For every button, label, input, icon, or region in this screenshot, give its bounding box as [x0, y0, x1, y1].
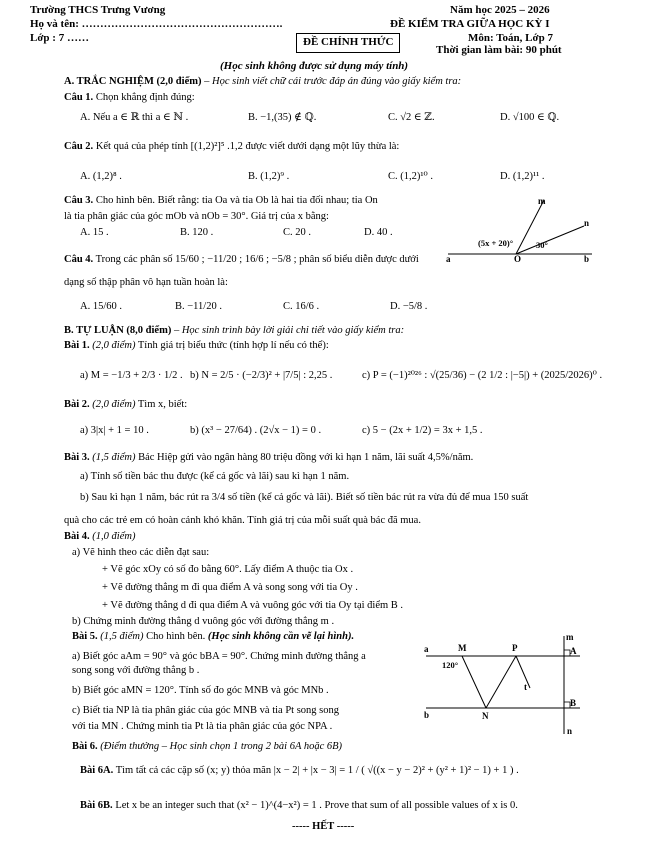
b5-part-b: b) Biết góc aMN = 120°. Tính số đo góc MNB và góc MNb . [72, 685, 329, 696]
b4-part-a: a) Vẽ hình theo các diễn đạt sau: [72, 547, 210, 558]
q4-line2: dạng số thập phân vô hạn tuần hoàn là: [64, 277, 228, 288]
b4-step2: + Vẽ đường thẳng m đi qua điểm A và song song với tia Oy . [102, 582, 358, 593]
b3-part-b-line2: quà cho các trẻ em có hoàn cảnh khó khăn. Tính giá trị của mỗi suất quà bác đã mua. [64, 515, 421, 526]
b2-part-b: b) (x³ − 27/64) . (2√x − 1) = 0 . [190, 425, 322, 436]
label-angle-30: 30° [536, 240, 548, 250]
b1-part-c: c) P = (−1)²⁰²⁶ : √(25/36) − (2 1/2 : |−5|) + (2025/2026)⁰ . [362, 370, 603, 381]
q2-option-d: D. (1,2)¹¹ . [500, 171, 545, 182]
label-n: n [584, 218, 590, 228]
q3-option-b: B. 120 . [180, 227, 214, 238]
q3-line1: Câu 3. Cho hình bên. Biết rằng: tia Oa và tia Ob là hai tia đối nhau; tia On [64, 195, 378, 206]
q2-option-b: B. (1,2)⁹ . [248, 171, 290, 182]
b5-part-a-line2: song song với đường thẳng b . [72, 665, 200, 676]
part-b-heading: B. TỰ LUẬN (8,0 điểm) – Học sinh trình bày lời giải chi tiết vào giấy kiểm tra: [64, 325, 405, 336]
label-angle-120: 120° [442, 660, 459, 670]
q1-text: Câu 1. Chọn khẳng định đúng: [64, 92, 195, 103]
b2-text: Bài 2. (2,0 điểm) Tìm x, biết: [64, 399, 188, 410]
label-n: n [567, 726, 573, 736]
label-point-n: N [482, 711, 489, 721]
label-b: b [424, 710, 430, 720]
calculator-note: (Học sinh không được sử dụng máy tính) [220, 60, 409, 72]
b1-text: Bài 1. (2,0 điểm) Tính giá trị biểu thức (tính hợp lí nếu có thể): [64, 340, 329, 351]
label-a: a [424, 644, 429, 654]
segment-np [486, 656, 516, 708]
b4-step3: + Vẽ đường thẳng d đi qua điểm A và vuông góc với tia Oy tại điểm B . [102, 600, 404, 611]
class-label: Lớp : 7 …… [30, 32, 89, 44]
q3-option-a: A. 15 . [80, 227, 109, 238]
ray-pt [516, 656, 530, 688]
b3-part-b-line1: b) Sau kì hạn 1 năm, bác rút ra 3/4 số tiền (kể cả gốc và lãi). Biết số tiền bác rút ra vừa đủ để mua 150 suất [80, 492, 529, 503]
b6-text: Bài 6. (Điểm thưởng – Học sinh chọn 1 trong 2 bài 6A hoặc 6B) [72, 741, 343, 752]
b5-part-c-line1: c) Biết tia NP là tia phân giác của góc MNB và tia Pt song song [72, 705, 340, 716]
student-name-label: Họ và tên: ………………………………………………. [30, 18, 283, 30]
label-m: m [538, 196, 546, 206]
b4-text: Bài 4. (1,0 điểm) [64, 531, 136, 542]
figure-angle-diagram [444, 196, 594, 264]
q3-line2: là tia phân giác của góc mOb và nOb = 30°. Giá trị của x bằng: [64, 211, 329, 222]
subject: Môn: Toán, Lớp 7 [468, 32, 553, 44]
b5-part-a-line1: a) Biết góc aAm = 90° và góc bBA = 90°. Chứng minh đường thẳng a [72, 651, 366, 662]
q1-option-a: A. Nếu a ∈ ℝ thì a ∈ ℕ . [80, 112, 189, 123]
q4-option-c: C. 16/6 . [283, 301, 320, 312]
ray-on [516, 226, 584, 254]
school-year: Năm học 2025 – 2026 [450, 4, 550, 16]
b6b-text: Bài 6B. Let x be an integer such that (x² − 1)^(4−x²) = 1 . Prove that sum of all possible values of x is 0. [80, 800, 518, 811]
b6a-text: Bài 6A. Tìm tất cả các cặp số (x; y) thỏa mãn |x − 2| + |x − 3| = 1 / ( √((x − y − 2)² + (y² + 1)² − 1) + 1 ) . [80, 765, 519, 776]
label-point-b: B [570, 698, 577, 708]
label-a: a [446, 254, 451, 264]
b3-text: Bài 3. (1,5 điểm) Bác Hiệp gửi vào ngân hàng 80 triệu đồng với kì hạn 1 năm, lãi suất 4,5%/năm. [64, 452, 474, 463]
q2-option-a: A. (1,2)⁸ . [80, 171, 122, 182]
q3-option-d: D. 40 . [364, 227, 393, 238]
b2-part-a: a) 3|x| + 1 = 10 . [80, 425, 149, 436]
q4-option-a: A. 15/60 . [80, 301, 122, 312]
figure-parallel-lines [420, 630, 590, 740]
label-point-m: M [458, 643, 467, 653]
b5-part-c-line2: với tia MN . Chứng minh tia Pt là tia phân giác của góc NPA . [72, 721, 333, 732]
segment-mn [462, 656, 486, 708]
exam-title: ĐỀ KIỂM TRA GIỮA HỌC KỲ I [390, 18, 550, 30]
official-label: ĐỀ CHÍNH THỨC [296, 33, 400, 53]
label-point-p: P [512, 643, 518, 653]
q1-option-b: B. −1,(35) ∉ ℚ. [248, 112, 317, 123]
q4-line1: Câu 4. Trong các phân số 15/60 ; −11/20 ; 16/6 ; −5/8 ; phân số biểu diễn được dưới [64, 254, 419, 265]
q1-option-c: C. √2 ∈ ℤ. [388, 112, 435, 123]
label-m-line: m [566, 632, 574, 642]
q1-option-d: D. √100 ∈ ℚ. [500, 112, 560, 123]
q4-option-d: D. −5/8 . [390, 301, 428, 312]
q2-text: Câu 2. Kết quả của phép tính [(1,2)²]⁵ .1,2 được viết dưới dạng một lũy thừa là: [64, 141, 400, 152]
b1-part-b: b) N = 2/5 · (−2/3)² + |7/5| : 2,25 . [190, 370, 333, 381]
label-o: O [514, 254, 522, 264]
label-angle-x: (5x + 20)° [478, 238, 514, 248]
school-name: Trường THCS Trưng Vương [30, 4, 166, 16]
b4-step1: + Vẽ góc xOy có số đo bằng 60°. Lấy điểm A thuộc tia Ox . [102, 564, 354, 575]
b4-part-b: b) Chứng minh đường thẳng d vuông góc với đường thẳng m . [72, 616, 335, 627]
q4-option-b: B. −11/20 . [175, 301, 222, 312]
b2-part-c: c) 5 − (2x + 1/2) = 3x + 1,5 . [362, 425, 483, 436]
label-point-a: A [570, 646, 577, 656]
b3-part-a: a) Tính số tiền bác thu được (kể cả gốc và lãi) sau kì hạn 1 năm. [80, 471, 350, 482]
q3-option-c: C. 20 . [283, 227, 312, 238]
label-t: t [524, 682, 527, 692]
part-a-heading: A. TRẮC NGHIỆM (2,0 điểm) – Học sinh viết chữ cái trước đáp án đúng vào giấy kiểm tra: [64, 76, 462, 87]
q2-option-c: C. (1,2)¹⁰ . [388, 171, 433, 182]
b1-part-a: a) M = −1/3 + 2/3 · 1/2 . [80, 370, 183, 381]
end-marker: ----- HẾT ----- [292, 821, 355, 832]
b5-text: Bài 5. (1,5 điểm) Cho hình bên. (Học sinh không cần vẽ lại hình). [72, 631, 355, 642]
time-limit: Thời gian làm bài: 90 phút [436, 44, 562, 56]
label-b: b [584, 254, 590, 264]
